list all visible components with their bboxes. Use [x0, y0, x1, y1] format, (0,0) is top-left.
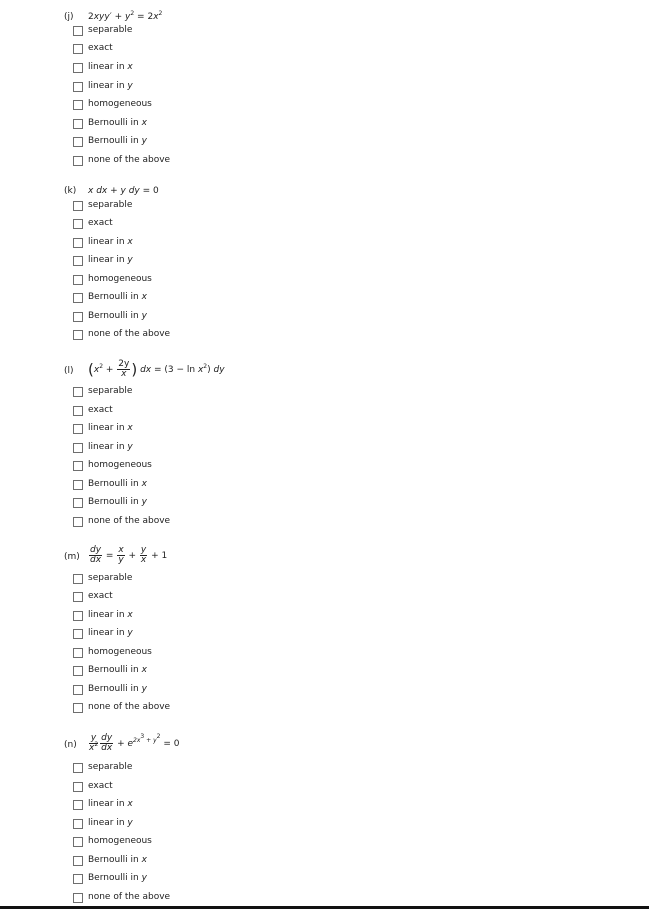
- checkbox[interactable]: [73, 763, 83, 773]
- checkbox[interactable]: [73, 685, 83, 695]
- equation: x dx + y dy = 0: [88, 186, 159, 196]
- checkbox[interactable]: [73, 517, 83, 527]
- equation: $\frac{dy}{dx}$ = $\frac{x}{y}$ + $\frac{y}{x}$ + 1: [90, 545, 168, 565]
- checkbox[interactable]: [73, 480, 83, 490]
- checkbox[interactable]: [73, 800, 83, 810]
- fraction: $\frac{dy}{dx}$: [101, 733, 113, 753]
- checkbox[interactable]: [73, 443, 83, 453]
- checkbox[interactable]: [73, 275, 83, 285]
- checkbox[interactable]: [73, 119, 83, 129]
- fraction: $\frac{2y}{x}$: [118, 359, 130, 379]
- checkbox[interactable]: [73, 63, 83, 73]
- question-label: (j): [64, 12, 74, 22]
- question-label: (m): [64, 552, 80, 562]
- bottom-divider: [0, 906, 649, 909]
- checkbox[interactable]: [73, 611, 83, 621]
- checkbox[interactable]: [73, 82, 83, 92]
- equation: ($x^2$ + $\frac{2y}{x}$ ) dx = $(3 - \ln x^2)$ dy: [88, 359, 225, 379]
- checkbox[interactable]: [73, 44, 83, 54]
- checkbox[interactable]: [73, 837, 83, 847]
- checkbox[interactable]: [73, 387, 83, 397]
- checkbox[interactable]: [73, 137, 83, 147]
- checkbox[interactable]: [73, 406, 83, 416]
- fraction: $\frac{dy}{dx}$: [90, 545, 102, 565]
- equation: $2xyy' + y^2 = 2x^2$: [88, 10, 163, 22]
- fraction: $\frac{y}{x^2}$: [89, 733, 99, 753]
- checkbox[interactable]: [73, 201, 83, 211]
- checkbox[interactable]: [73, 156, 83, 166]
- checkbox[interactable]: [73, 26, 83, 36]
- question-label: (n): [64, 740, 77, 750]
- checkbox[interactable]: [73, 238, 83, 248]
- question-label: (l): [64, 366, 74, 376]
- checkbox[interactable]: [73, 574, 83, 584]
- fraction: $\frac{y}{x}$: [140, 545, 147, 565]
- checkbox[interactable]: [73, 666, 83, 676]
- fraction: $\frac{x}{y}$: [118, 545, 124, 565]
- checkbox[interactable]: [73, 219, 83, 229]
- checkbox[interactable]: [73, 648, 83, 658]
- question-label: (k): [64, 186, 77, 196]
- checkbox[interactable]: [73, 461, 83, 471]
- checkbox[interactable]: [73, 256, 83, 266]
- checkbox[interactable]: [73, 424, 83, 434]
- checkbox[interactable]: [73, 592, 83, 602]
- checkbox[interactable]: [73, 819, 83, 829]
- checkbox[interactable]: [73, 330, 83, 340]
- checkbox[interactable]: [73, 293, 83, 303]
- checkbox[interactable]: [73, 629, 83, 639]
- checkbox[interactable]: [73, 782, 83, 792]
- checkbox[interactable]: [73, 874, 83, 884]
- checkbox[interactable]: [73, 498, 83, 508]
- checkbox[interactable]: [73, 312, 83, 322]
- checkbox[interactable]: [73, 856, 83, 866]
- checkbox[interactable]: [73, 100, 83, 110]
- checkbox[interactable]: [73, 893, 83, 903]
- checkbox[interactable]: [73, 703, 83, 713]
- equation: $\frac{y}{x^2}$ $\frac{dy}{dx}$ + $e^{2x^3 + y^2} = 0$: [89, 733, 180, 753]
